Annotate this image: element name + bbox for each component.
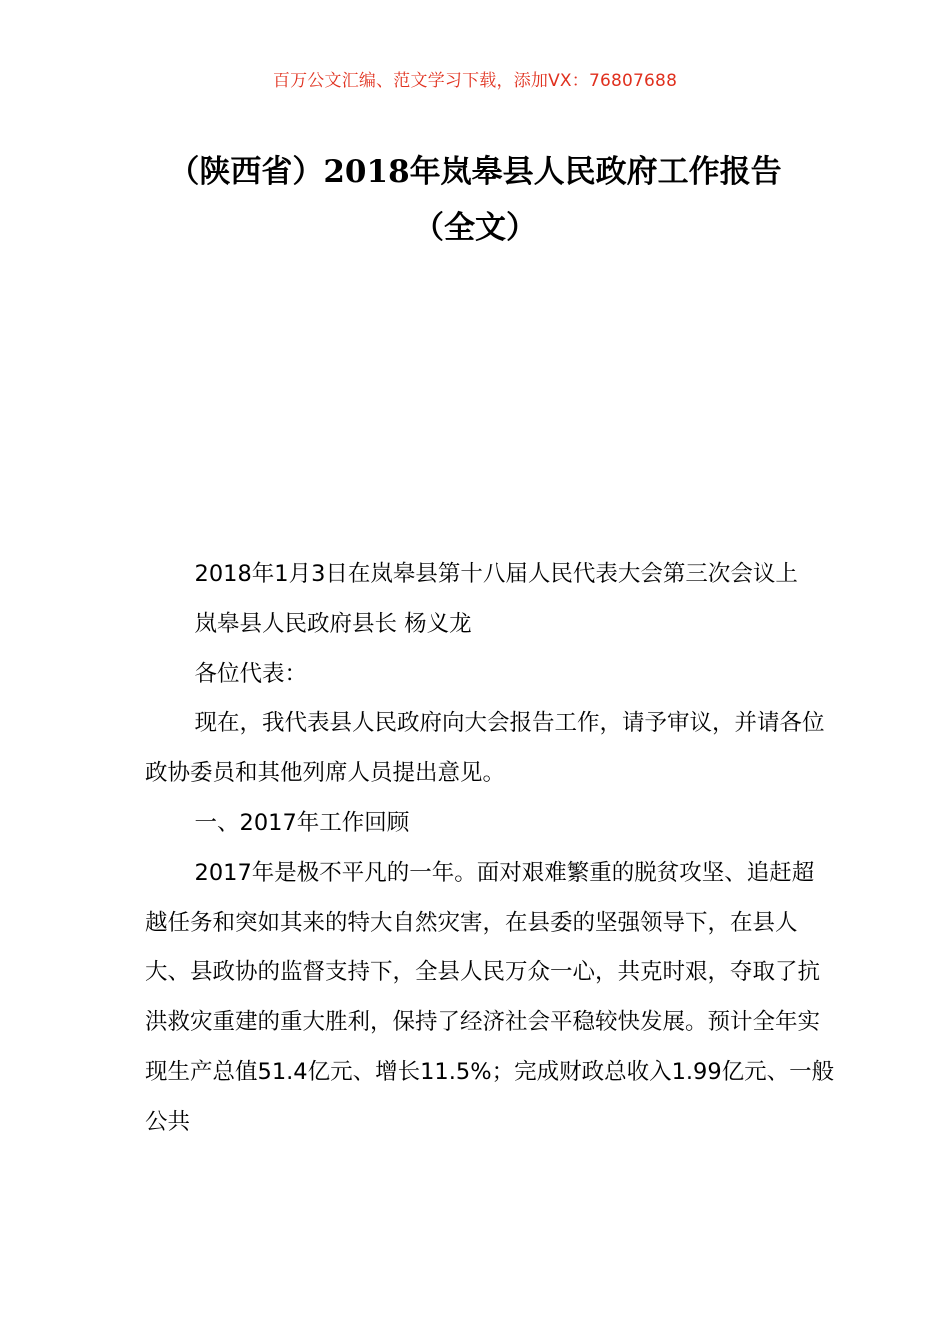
document-body (145, 550, 835, 1148)
salutation-paragraph: 各位代表： (194, 660, 308, 687)
section-heading: 一、2017年工作回顾 (194, 809, 410, 836)
opening-paragraph: 现在，我代表县人民政府向大会报告工作，请予审议，并请各位政协委员和其他列席人员提出意见。 (145, 710, 825, 787)
speaker-paragraph: 岚皋县人民政府县长 杨义龙 (194, 610, 472, 637)
document-title: （陕西省）2018年岚皋县人民政府工作报告（全文） (168, 154, 782, 246)
meeting-info-paragraph: 2018年1月3日在岚皋县第十八届人民代表大会第三次会议上 (194, 561, 798, 587)
header-note: 百万公文汇编、范文学习下载，添加VX：76807688 (272, 71, 678, 91)
review-paragraph: 2017年是极不平凡的一年。面对艰难繁重的脱贫攻坚、追赶超越任务和突如其来的特大自然灾害，在县委的坚强领导下，在县人大、县政协的监督支持下，全县人民万众一心，共克时艰，夺取了抗洪救灾重建的重大胜利，保持了经济社会平稳较快发展。预计全年实现生产总值51.4亿元、增长11.5%；完成财政总收入1.99亿元、一般公共 (145, 859, 835, 1135)
